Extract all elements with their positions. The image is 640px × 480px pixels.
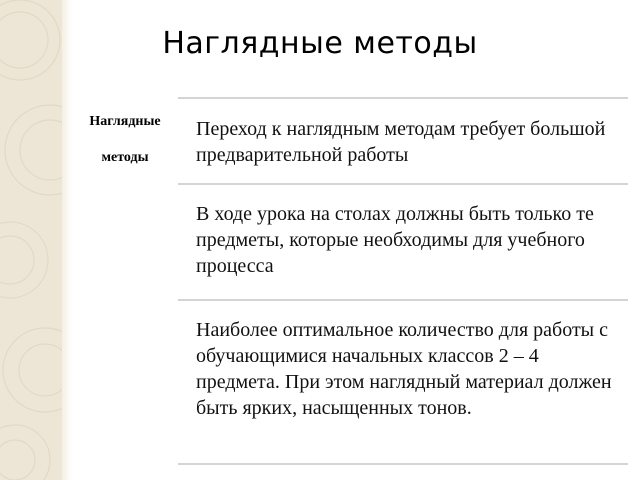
side-label — [70, 104, 180, 176]
circle-pattern-icon — [0, 0, 62, 480]
content-block-1: Переход к наглядным методам требует большой предварительной работы — [178, 97, 628, 183]
side-label-line-2: методы — [101, 150, 149, 165]
strip-edge-fade — [62, 0, 72, 480]
content-blocks — [178, 97, 628, 465]
slide-title: Наглядные методы — [162, 26, 478, 61]
content-block-2: В ходе урока на столах должны быть только те предметы, которые необходимы для учебного процесса — [178, 183, 628, 299]
decorative-left-strip — [0, 0, 62, 480]
side-label-line-1: Наглядные — [89, 114, 161, 129]
content-block-3: Наиболее оптимальное количество для работы с обучающимися начальных классов 2 – 4 предмета. При этом наглядный материал должен быть ярких, насыщенных тонов. — [178, 299, 628, 465]
